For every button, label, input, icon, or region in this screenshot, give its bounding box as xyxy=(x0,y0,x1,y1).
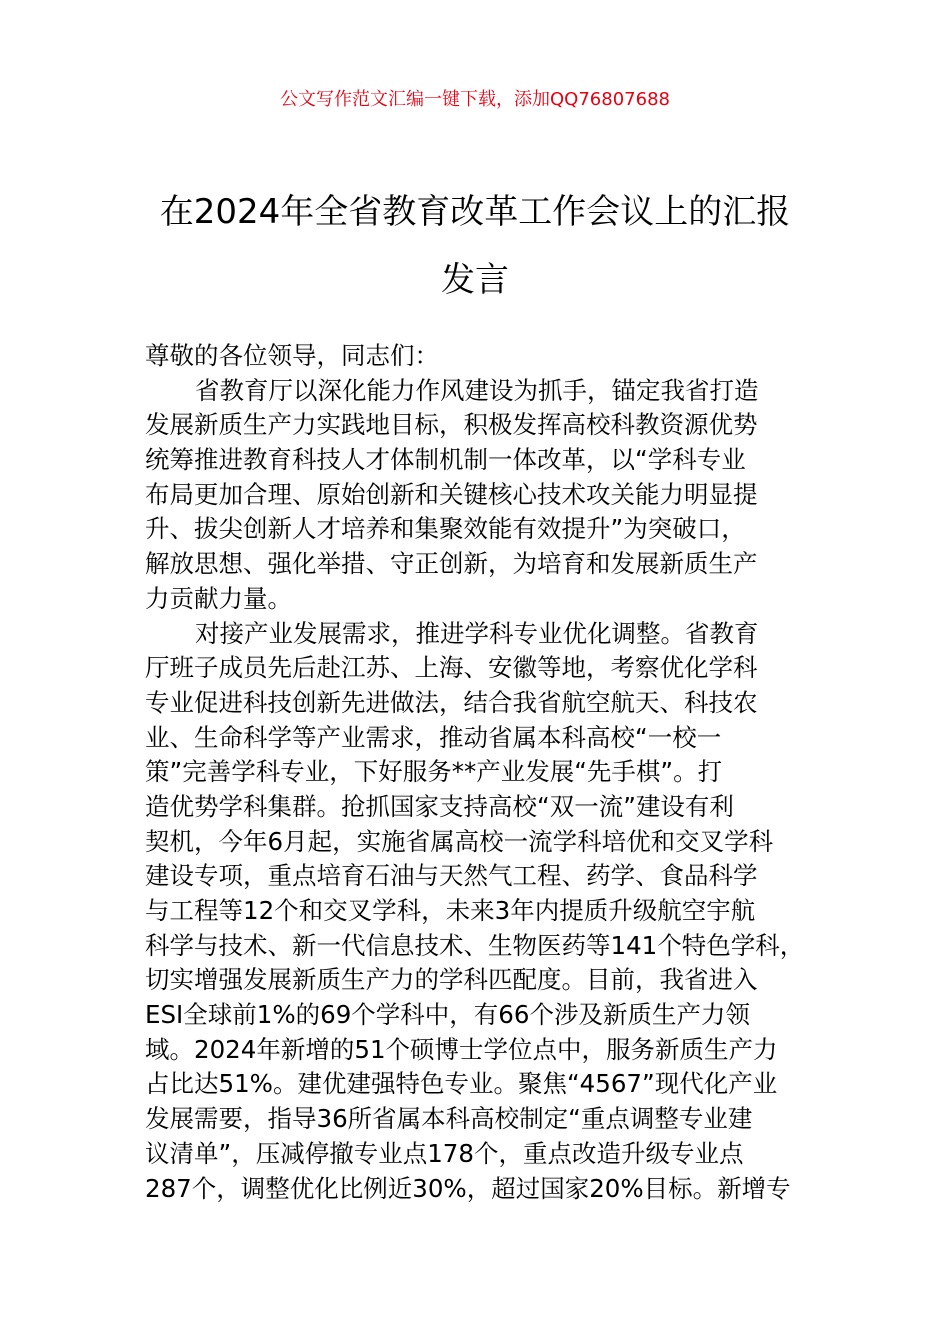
body-text-line: 专业促进科技创新先进做法，结合我省航空航天、科技农 xyxy=(145,687,758,717)
body-text-line: 统筹推进教育科技人才体制机制一体改革，以“学科专业 xyxy=(145,445,746,475)
body-text-line: 力贡献力量。 xyxy=(145,583,292,613)
body-text-line: 省教育厅以深化能力作风建设为抓手，锚定我省打造 xyxy=(195,375,759,405)
body-text-line: 建设专项，重点培育石油与天然气工程、药学、食品科学 xyxy=(145,861,758,891)
body-text-line: 发展新质生产力实践地目标，积极发挥高校科教资源优势 xyxy=(145,410,758,440)
body-text-line: 占比达51%。建优建强特色专业。聚焦“4567”现代化产业 xyxy=(145,1069,778,1099)
body-text-line: 对接产业发展需求，推进学科专业优化调整。省教育 xyxy=(195,618,759,648)
body-text-line: 升、拔尖创新人才培养和集聚效能有效提升”为突破口， xyxy=(145,514,746,544)
body-text-line: 业、生命科学等产业需求，推动省属本科高校“一校一 xyxy=(145,722,722,752)
document-body xyxy=(145,339,825,1206)
body-text-line: 发展需要，指导36所省属本科高校制定“重点调整专业建 xyxy=(145,1104,753,1134)
body-text-line: 策”完善学科专业，下好服务**产业发展“先手棋”。打 xyxy=(145,757,723,787)
body-text-line: 切实增强发展新质生产力的学科匹配度。目前，我省进入 xyxy=(145,965,758,995)
body-text-line: 与工程等12个和交叉学科，未来3年内提质升级航空宇航 xyxy=(145,896,756,925)
body-text-line: 厅班子成员先后赴江苏、上海、安徽等地，考察优化学科 xyxy=(145,653,758,683)
body-text-line: 域。2024年新增的51个硕博士学位点中，服务新质生产力 xyxy=(145,1034,778,1064)
title-line: 在2024年全省教育改革工作会议上的汇报 xyxy=(159,192,791,232)
body-text-line: 287个，调整优化比例近30%，超过国家20%目标。新增专 xyxy=(145,1173,791,1203)
salutation: 尊敬的各位领导，同志们： xyxy=(145,341,439,370)
title-line: 发言 xyxy=(441,260,509,300)
body-text-line: 契机，今年6月起，实施省属高校一流学科培优和交叉学科 xyxy=(145,826,774,856)
body-text-line: ESI全球前1%的69个学科中，有66个涉及新质生产力领 xyxy=(145,1000,750,1030)
body-text-line: 议清单”，压减停撤专业点178个，重点改造升级专业点 xyxy=(145,1138,744,1168)
body-text-line: 造优势学科集群。抢抓国家支持高校“双一流”建设有利 xyxy=(145,791,734,821)
body-text-line: 布局更加合理、原始创新和关键核心技术攻关能力明显提 xyxy=(145,479,758,509)
header-download-note: 公文写作范文汇编一键下载，添加QQ76807688 xyxy=(280,89,670,110)
body-text-line: 科学与技术、新一代信息技术、生物医药等141个特色学科， xyxy=(145,930,805,960)
body-text-line: 解放思想、强化举措、守正创新，为培育和发展新质生产 xyxy=(145,549,758,579)
document-title xyxy=(0,178,950,314)
